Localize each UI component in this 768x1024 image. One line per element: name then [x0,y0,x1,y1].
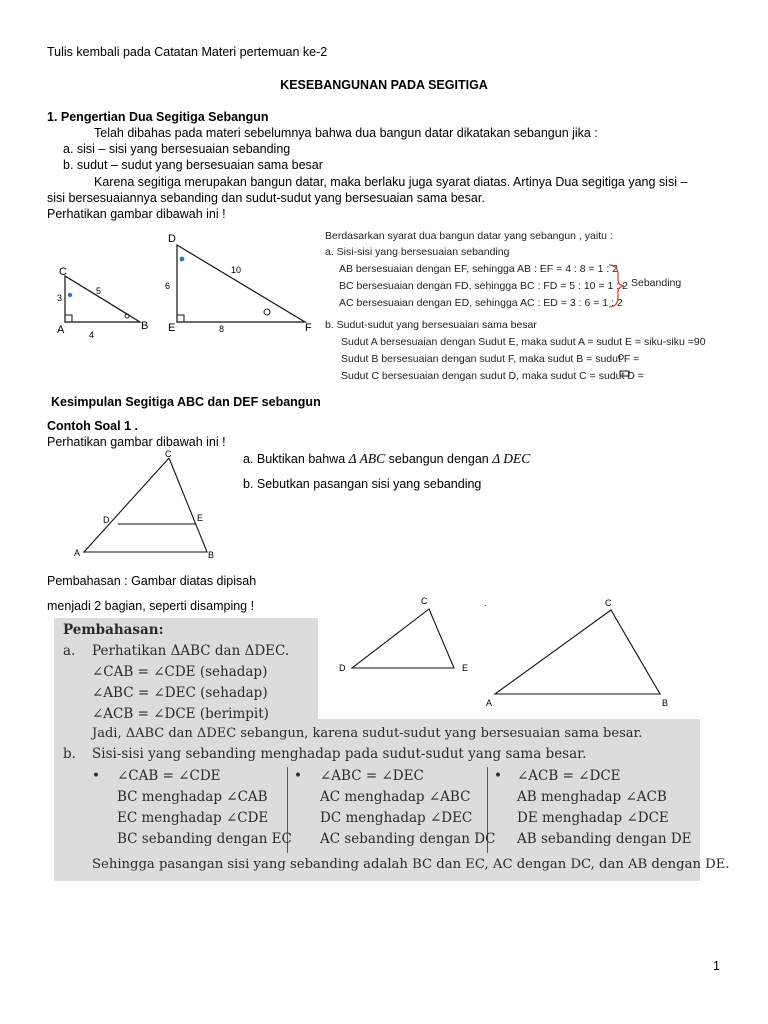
example-vertex-c: C [165,449,172,459]
example-vertex-e: E [197,513,204,523]
figure-triangles-abc-def [40,228,330,343]
side-ef-length: 8 [219,324,225,334]
notes-b1: Sudut A bersesuaian dengan Sudut E, maka sudut A = sudut E = siku-siku =90 [341,336,706,348]
section-heading: 1. Pengertian Dua Segitiga Sebangun [47,110,269,124]
side-de-length: 6 [165,281,171,291]
paragraph-line-2: sisi bersesuaiannya sebanding dan sudut-sudut yang bersesuaian sama besar. [47,191,485,205]
col1-line2: BC menghadap ∠CAB [117,789,268,805]
vertex-e: E [168,322,176,334]
solution-b-line: Sisi-sisi yang sebanding menghadap pada sudut-sudut yang sama besar. [92,746,587,762]
condition-b: b. sudut – sudut yang bersesuaian sama besar [63,158,323,172]
vertex-d: D [168,233,176,245]
notes-b2: Sudut B bersesuaian dengan sudut F, maka sudut B = sudut F = [341,353,640,365]
notes-sebanding: Sebanding [631,277,682,289]
angle-mark-c [68,293,72,297]
col1-line3: EC menghadap ∠CDE [117,810,269,826]
conclusion: Kesimpulan Segitiga ABC dan DEF sebangun [51,395,321,409]
large-vertex-b: B [662,698,669,708]
vertex-c: C [59,266,67,278]
example-see-figure: Perhatikan gambar dibawah ini ! [47,435,226,449]
large-vertex-a: A [486,698,493,708]
discussion-line-1: Pembahasan : Gambar diatas dipisah [47,574,257,588]
col2-line1: ∠ABC = ∠DEC [320,768,424,784]
angle-circle-icon [616,352,628,364]
small-vertex-e: E [462,663,469,673]
notes-a-title: a. Sisi-sisi yang bersesuaian sebanding [325,246,510,258]
notes-a2: BC bersesuaian dengan FD, sehingga BC : FD = 5 : 10 = 1 : 2 [339,280,628,292]
page-title: KESEBANGUNAN PADA SEGITIGA [280,78,488,92]
large-vertex-c: C [605,598,612,608]
brace-icon [606,263,628,309]
side-ab-length: 4 [89,330,95,340]
notes-a3: AC bersesuaian dengan ED, sehingga AC : ED = 3 : 6 = 1 : 2 [339,297,623,309]
notes-intro: Berdasarkan syarat dua bangun datar yang sebangun , yaitu : [325,230,613,242]
question-b: b. Sebutkan pasangan sisi yang sebanding [243,477,482,491]
side-cb-length: 5 [96,286,102,296]
col2-line3: DC menghadap ∠DEC [320,810,473,826]
col3-line1: ∠ACB = ∠DCE [517,768,621,784]
solution-a-line1: Perhatikan ΔABC dan ΔDEC. [92,643,290,659]
see-figure-text: Perhatikan gambar dibawah ini ! [47,207,226,221]
col3-bullet: • [494,768,502,784]
figure-separated-triangles [330,590,690,715]
condition-a: a. sisi – sisi yang bersesuaian sebanding [63,142,291,156]
page-number: 1 [713,959,720,973]
triangle-def [177,245,305,322]
col3-line3: DE menghadap ∠DCE [517,810,669,826]
header-note: Tulis kembali pada Catatan Materi pertemuan ke-2 [47,45,328,59]
solution-a-line5: Jadi, ΔABC dan ΔDEC sebangun, karena sudut-sudut yang bersesuaian sama besar. [92,726,643,741]
col1-line1: ∠CAB = ∠CDE [117,768,221,784]
notes-b-title: b. Sudut-sudut yang bersesuaian sama besar [325,319,537,331]
col2-line4: AC sebanding dengan DC [320,831,496,847]
solution-summary: Sehingga pasangan sisi yang sebanding adalah BC dan EC, AC dengan DC, dan AB dengan DE. [92,857,730,872]
vertex-b: B [141,320,149,332]
small-vertex-c: C [421,596,428,606]
solution-a-label: a. [63,643,76,659]
solution-title: Pembahasan: [63,622,164,638]
side-ac-length: 3 [57,293,63,303]
col1-bullet: • [92,768,100,784]
example-heading: Contoh Soal 1 . [47,419,138,433]
col1-line4: BC sebanding dengan EC [117,831,292,847]
solution-a-line4: ∠ACB = ∠DCE (berimpit) [92,706,269,722]
notes-a1: AB bersesuaian dengan EF, sehingga AB : EF = 4 : 8 = 1 : 2 [339,263,619,275]
vertex-a: A [57,324,65,336]
example-vertex-a: A [74,548,81,558]
side-df-length: 10 [231,265,242,275]
angle-mark-d [180,257,185,262]
right-angle-e [177,315,184,322]
small-vertex-d: D [339,663,346,673]
example-vertex-b: B [208,550,215,560]
col3-line4: AB sebanding dengan DE [517,831,692,847]
triangle-abc-large [495,610,660,694]
figure-example-triangle [68,448,228,563]
notes-b3: Sudut C bersesuaian dengan sudut D, maka sudut C = sudut D = [341,370,644,382]
triangle-dec [352,609,454,668]
separator-dot: . [484,598,487,608]
col2-bullet: • [294,768,302,784]
paragraph-line-1: Karena segitiga merupakan bangun datar, maka berlaku juga syarat diatas. Artinya Dua segitiga yang sisi – [94,175,688,189]
example-vertex-d: D [103,515,110,525]
angle-mark-f [264,309,270,315]
question-a: a. Buktikan bahwa Δ ABC sebangun dengan Δ DEC [243,451,531,466]
solution-b-label: b. [63,746,76,762]
solution-a-line3: ∠ABC = ∠DEC (sehadap) [92,685,268,701]
right-angle-a [65,315,72,322]
section-intro: Telah dibahas pada materi sebelumnya bahwa dua bangun datar dikatakan sebangun jika : [94,126,598,140]
angle-square-icon [618,369,632,381]
vertex-f: F [305,322,312,334]
col3-line2: AB menghadap ∠ACB [517,789,667,805]
discussion-line-2: menjadi 2 bagian, seperti disamping ! [47,599,255,613]
solution-a-line2: ∠CAB = ∠CDE (sehadap) [92,664,268,680]
col2-line2: AC menghadap ∠ABC [320,789,471,805]
